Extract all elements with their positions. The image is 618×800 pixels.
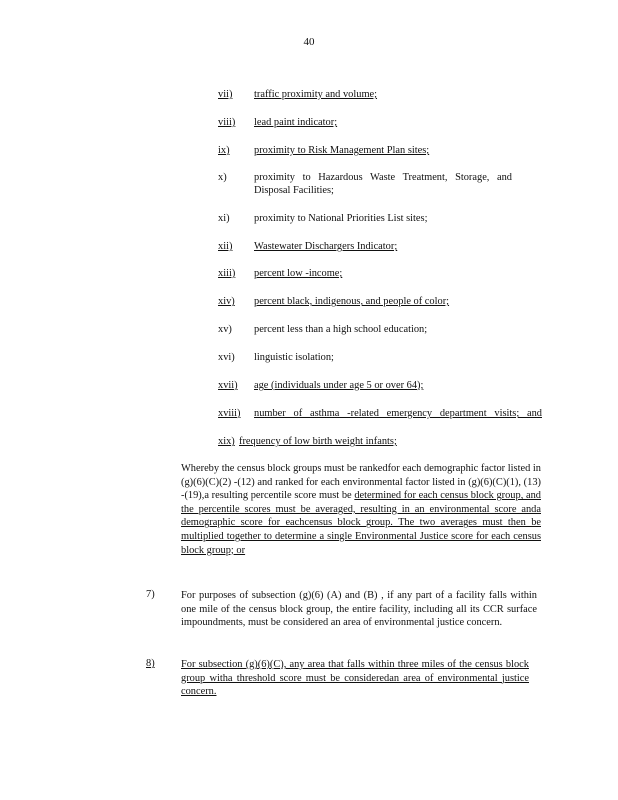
list-item-num: xv) — [218, 324, 232, 335]
list-item-num: xi) — [218, 213, 230, 224]
list-item-text: frequency of low birth weight infants; — [239, 436, 397, 447]
list-item-text: proximity to Hazardous Waste Treatment, Storage, and — [254, 172, 512, 183]
list-item-text: traffic proximity and volume; — [254, 89, 378, 100]
list-item-text: percent less than a high school education; — [254, 324, 428, 335]
list-item-text: lead paint indicator; — [254, 117, 338, 128]
list-item-num: vii) — [218, 89, 233, 100]
list-item-num: viii) — [218, 117, 236, 128]
list-item-text: proximity to Risk Management Plan sites; — [254, 145, 430, 156]
list-item-num: ix) — [218, 145, 230, 156]
page-number: 40 — [303, 36, 315, 48]
paragraph-8-text: For subsection (g)(6)(C), any area that falls within three miles of the census block group witha threshold score must be consideredan area of environmental justice concern. — [181, 659, 529, 698]
list-item-num: xvi) — [218, 352, 235, 363]
list-item-num: xiv) — [218, 296, 235, 307]
list-item-text: percent black, indigenous, and people of color; — [254, 296, 450, 307]
list-item-num: xix) — [218, 436, 235, 447]
whereby-paragraph — [181, 462, 541, 557]
list-item-text: linguistic isolation; — [254, 352, 334, 363]
paragraph-7-num: 7) — [146, 589, 155, 600]
list-item-num: xiii) — [218, 268, 236, 279]
list-item-num: xviii) — [218, 408, 241, 419]
list-item-num: xii) — [218, 241, 233, 252]
list-item-text-continued: Disposal Facilities; — [254, 185, 334, 196]
whereby-plain-text: Whereby the census block groups must be rankedfor each demographic factor listed in (g)(6)(C)(2) -(12) and ranked for each environmental factor listed in (g)(6)(C)(1), (13) -(19),a resulting percentile score must be — [181, 463, 541, 502]
list-item-num: xvii) — [218, 380, 238, 391]
list-item-text: proximity to National Priorities List sites; — [254, 213, 428, 224]
whereby-underlined-text: determined for each census block group, and the percentile scores must be averaged, resulting in an environmental score anda demographic score for eachcensus block group. The two averages must then be multiplied together to determine a single Environmental Justice score for each census block group; or — [181, 490, 541, 556]
list-item-num: x) — [218, 172, 227, 183]
paragraph-7-text: For purposes of subsection (g)(6) (A) and (B) , if any part of a facility falls within one mile of the census block group, the entire facility, including all its CCR surface impoundments, must be considered an area of environmental justice concern. — [181, 590, 537, 629]
list-item-text: age (individuals under age 5 or over 64); — [254, 380, 424, 391]
list-item-text: percent low -income; — [254, 268, 343, 279]
list-item-text: Wastewater Dischargers Indicator; — [254, 241, 398, 252]
list-item-text: number of asthma -related emergency department visits; and — [254, 408, 542, 419]
paragraph-8-num: 8) — [146, 658, 155, 669]
